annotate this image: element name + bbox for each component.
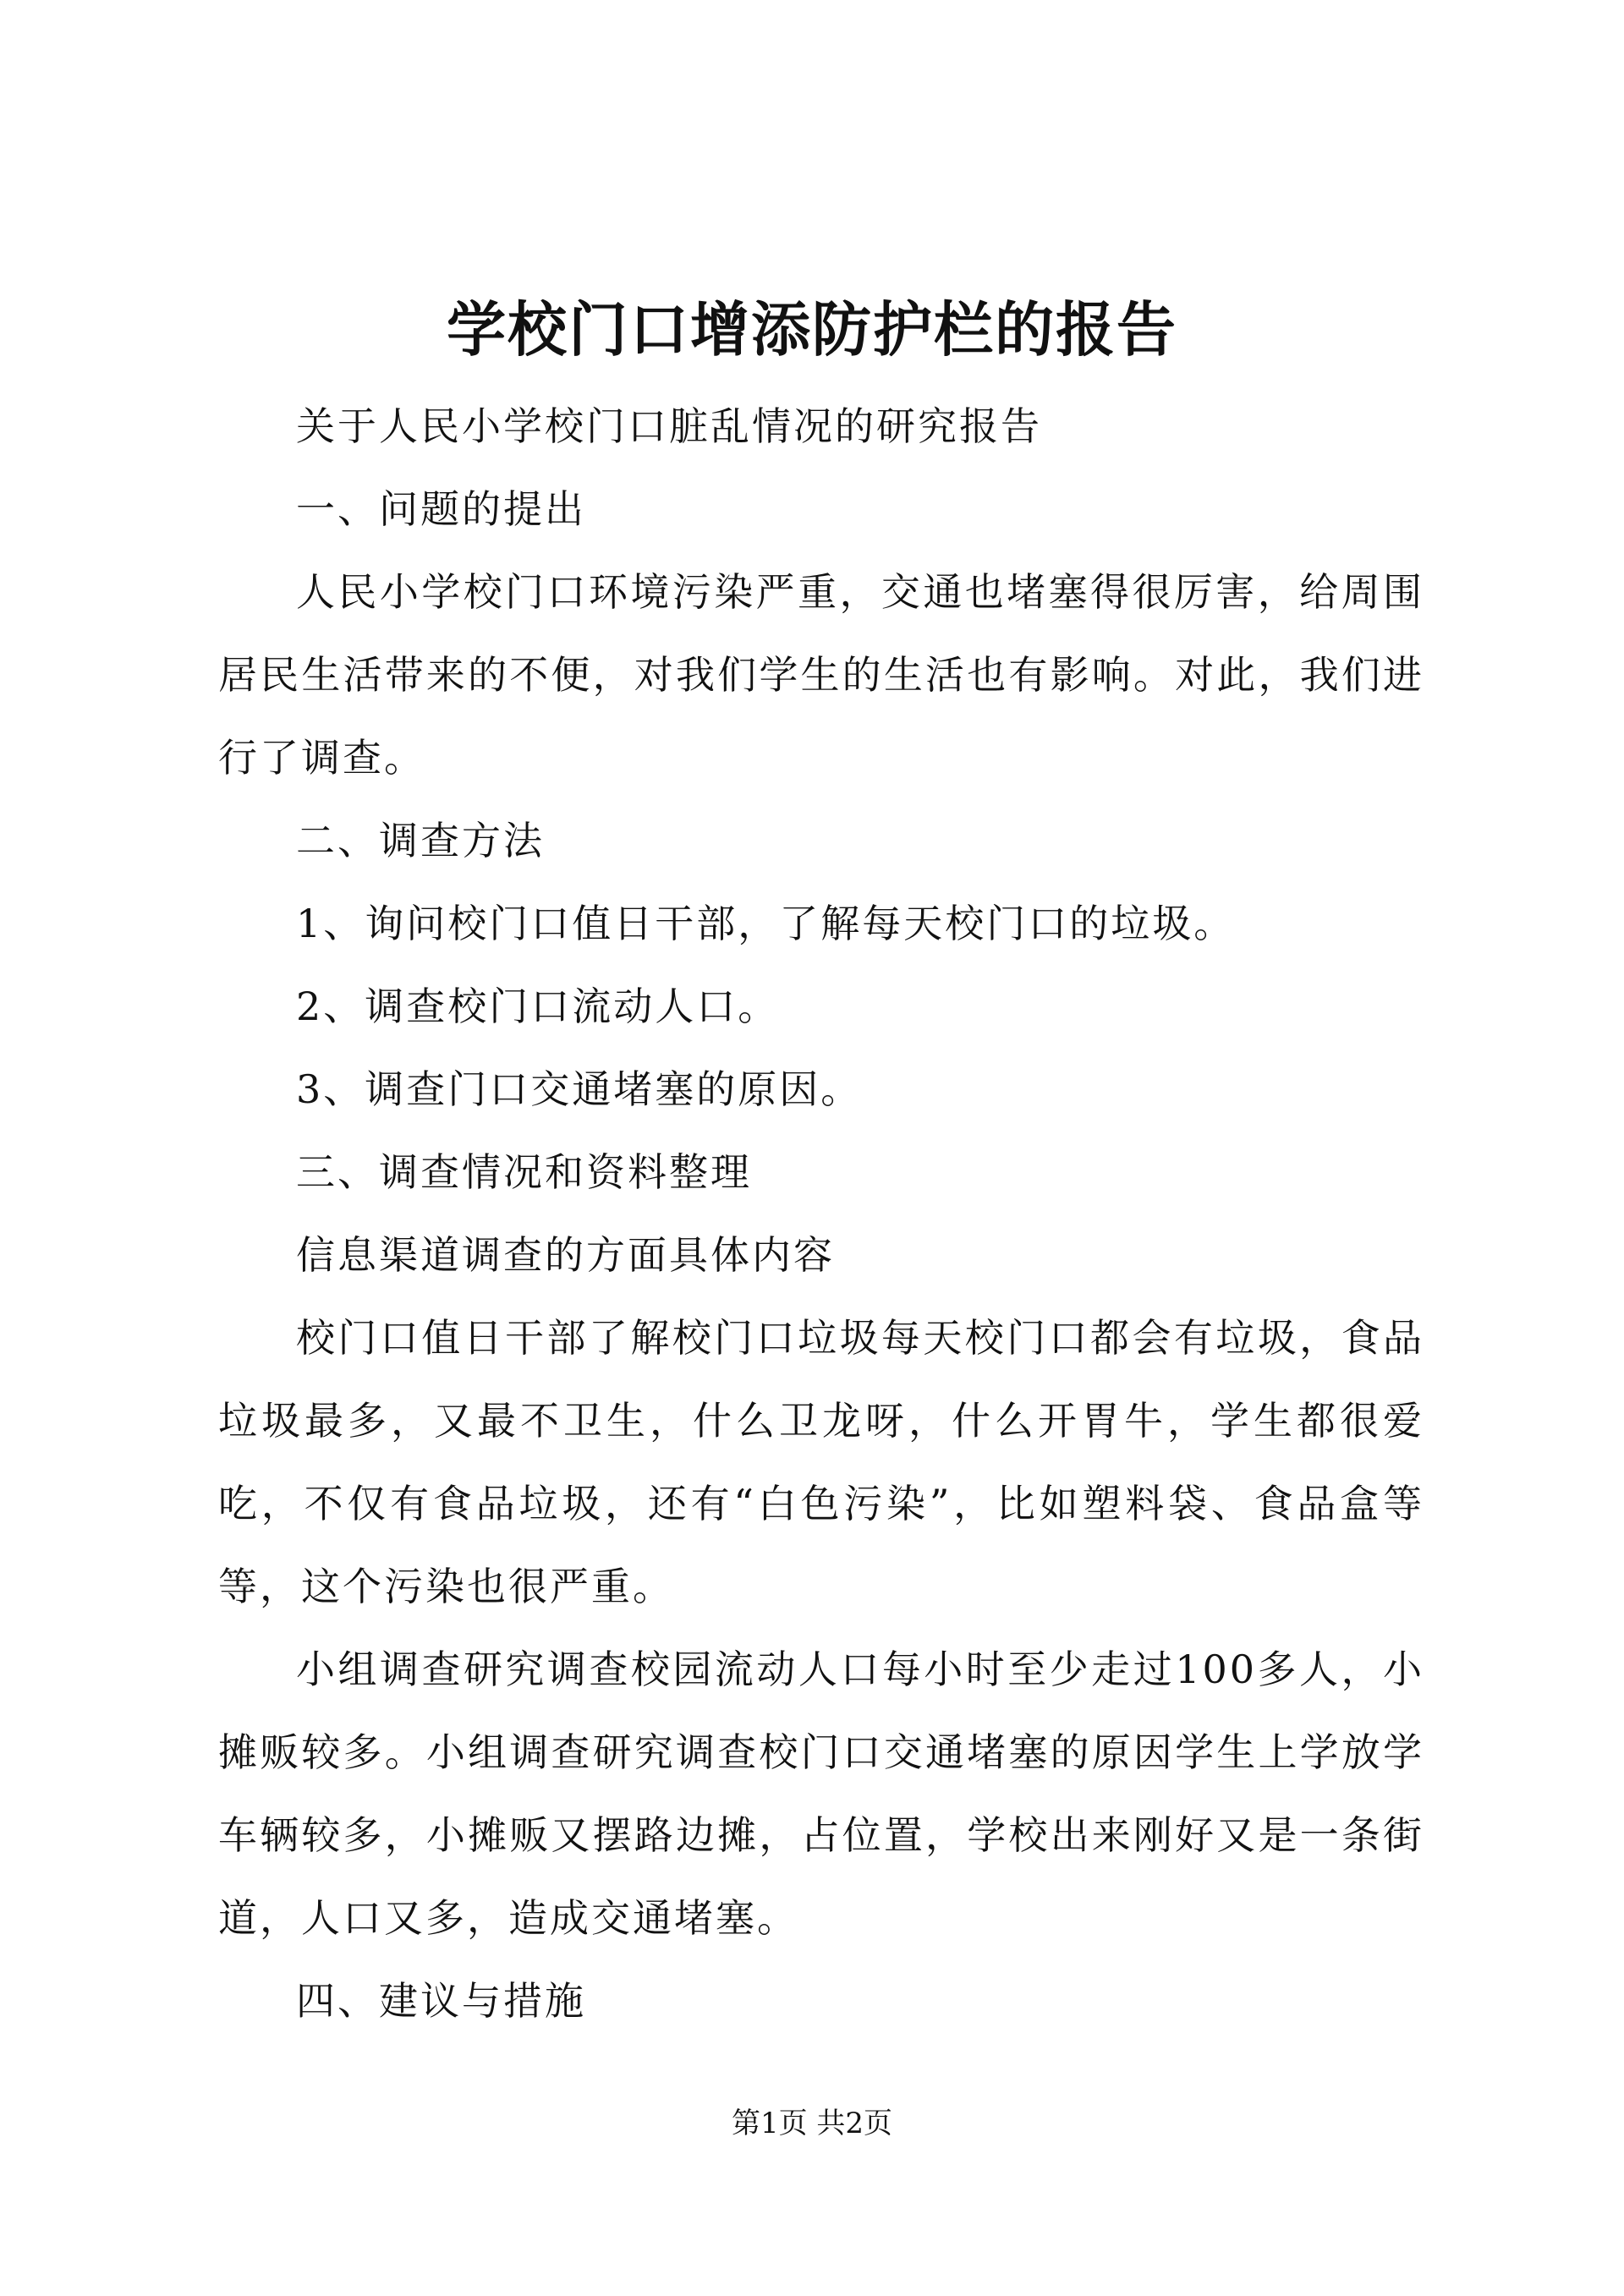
list-item-method-3: 3、调查门口交通堵塞的原因。 <box>296 1066 863 1112</box>
paragraph-findings-header: 信息渠道调查的方面具体内容 <box>296 1232 835 1278</box>
paragraph-garbage: 校门口值日干部了解校门口垃圾每天校门口都会有垃圾，食品垃圾最多，又最不卫生，什么卫龙呀，什么开胃牛，学生都很爱吃，不仅有食品垃圾，还有“白色污染”，比如塑料袋、食品盒等等，这个污染也很严重。 <box>218 1315 1424 1609</box>
paragraph-traffic: 小组调查研究调查校园流动人口每小时至少走过100多人，小摊贩较多。小组调查研究调查校门口交通堵塞的原因学生上学放学车辆较多，小摊贩又摆路边摊，占位置，学校出来刚好又是一条街道，人口又多，造成交通堵塞。 <box>218 1647 1424 1941</box>
section-heading-problem: 一、问题的提出 <box>296 486 586 532</box>
document-body <box>218 385 1424 2042</box>
paragraph-subtitle: 关于人民小学校门口脏乱情况的研究报告 <box>296 403 1042 449</box>
page-title: 学校门口增添防护栏的报告 <box>447 294 1177 364</box>
section-heading-suggestions: 四、建议与措施 <box>296 1978 586 2024</box>
list-item-method-1: 1、询问校门口值日干部，了解每天校门口的垃圾。 <box>296 901 1236 946</box>
list-item-method-2: 2、调查校门口流动人口。 <box>296 984 780 1029</box>
section-heading-method: 二、调查方法 <box>296 818 545 863</box>
paragraph-problem: 人民小学校门口环境污染严重，交通也堵塞得很厉害，给周围居民生活带来的不便，对我们学生的生活也有影响。对此，我们进行了调查。 <box>218 569 1424 781</box>
page-number-footer: 第1页 共2页 <box>731 2107 893 2140</box>
section-heading-findings: 三、调查情况和资料整理 <box>296 1149 752 1195</box>
